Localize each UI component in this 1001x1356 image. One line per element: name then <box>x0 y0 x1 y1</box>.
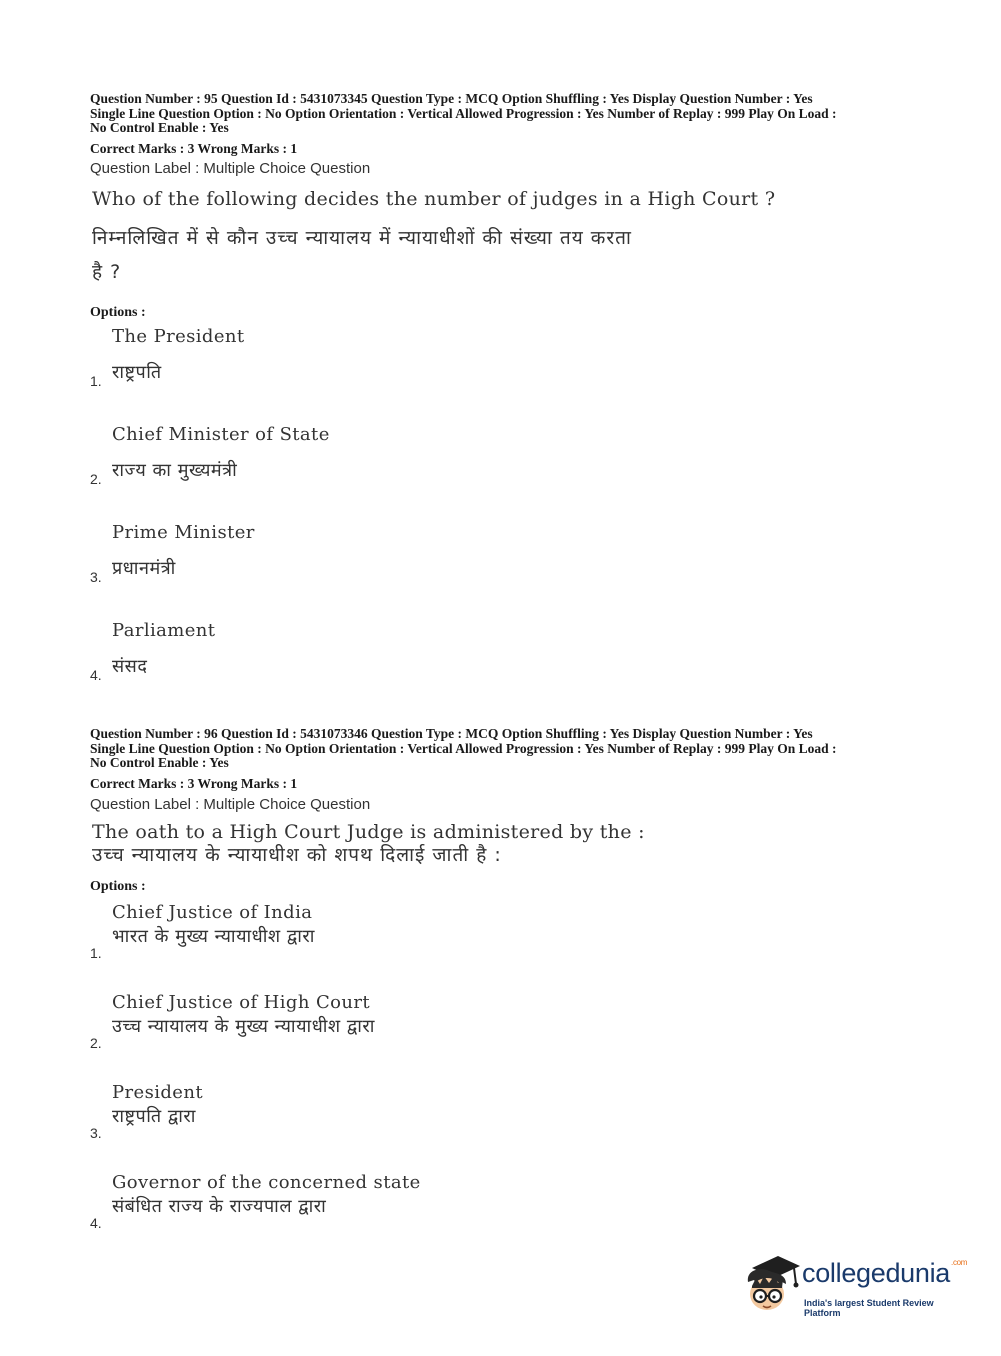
brand-tagline: India's largest Student Review Platform <box>804 1298 934 1318</box>
question-text-hindi-line: है ? <box>92 260 122 283</box>
meta-line: No Control Enable : Yes <box>90 120 229 135</box>
option-text-english: Governor of the concerned state <box>112 1171 421 1193</box>
option-text-hindi: राष्ट्रपति <box>112 361 162 383</box>
meta-line: No Control Enable : Yes <box>90 755 229 770</box>
meta-line: Question Number : 95 Question Id : 5431073345 Question Type : MCQ Option Shuffling : Yes Display Question Number : Yes <box>90 91 813 106</box>
option-text-english: Chief Justice of High Court <box>112 991 371 1013</box>
option-text-english: Chief Minister of State <box>112 423 330 445</box>
brand-name <box>802 1258 967 1289</box>
option-4[interactable] <box>90 617 920 713</box>
option-text-hindi: राष्ट्रपति द्वारा <box>112 1105 196 1127</box>
option-number: 1. <box>90 372 102 389</box>
options-heading: Options : <box>90 304 146 320</box>
option-text-english: Chief Justice of India <box>112 901 313 923</box>
brand-text: collegedunia <box>802 1258 951 1288</box>
question-meta <box>90 727 920 771</box>
option-2[interactable] <box>90 421 920 517</box>
question-marks: Correct Marks : 3 Wrong Marks : 1 <box>90 140 298 156</box>
question-block-95 <box>90 92 920 713</box>
option-text-hindi: संसद <box>112 655 148 677</box>
option-number: 1. <box>90 944 102 961</box>
option-3[interactable] <box>90 1081 920 1165</box>
question-text <box>92 187 920 289</box>
options-heading: Options : <box>90 878 146 894</box>
option-text-english: Prime Minister <box>112 521 255 543</box>
option-text-english: President <box>112 1081 203 1103</box>
brand-dotcom: .com <box>951 1258 968 1267</box>
option-number: 4. <box>90 1214 102 1231</box>
question-text-hindi <box>92 221 920 289</box>
option-text-hindi: राज्य का मुख्यमंत्री <box>112 459 238 481</box>
collegedunia-logo[interactable] <box>742 1248 972 1323</box>
meta-line: Single Line Question Option : No Option Orientation : Vertical Allowed Progression : Yes Number of Replay : 999 Play On Load : <box>90 105 837 121</box>
option-number: 2. <box>90 470 102 487</box>
question-marks: Correct Marks : 3 Wrong Marks : 1 <box>90 775 298 791</box>
option-1[interactable] <box>90 323 920 419</box>
meta-line: Question Number : 96 Question Id : 5431073346 Question Type : MCQ Option Shuffling : Yes Display Question Number : Yes <box>90 726 813 741</box>
option-2[interactable] <box>90 991 920 1075</box>
question-label: Question Label : Multiple Choice Question <box>90 795 371 813</box>
option-text-hindi: भारत के मुख्य न्यायाधीश द्वारा <box>112 925 315 947</box>
question-text-hindi-line: निम्नलिखित में से कौन उच्च न्यायालय में न्यायाधीशों की संख्या तय करता <box>92 226 632 249</box>
option-number: 3. <box>90 568 102 585</box>
option-4[interactable] <box>90 1171 920 1255</box>
option-number: 2. <box>90 1034 102 1051</box>
option-text-english: The President <box>112 325 245 347</box>
question-text-english: The oath to a High Court Judge is administered by the : <box>92 820 645 843</box>
option-text-hindi: प्रधानमंत्री <box>112 557 176 579</box>
mascot-icon <box>742 1252 800 1314</box>
option-1[interactable] <box>90 901 920 985</box>
option-text-english: Parliament <box>112 619 216 641</box>
option-3[interactable] <box>90 519 920 615</box>
option-text-hindi: संबंधित राज्य के राज्यपाल द्वारा <box>112 1195 327 1217</box>
option-text-hindi: उच्च न्यायालय के मुख्य न्यायाधीश द्वारा <box>112 1015 375 1037</box>
meta-line: Single Line Question Option : No Option Orientation : Vertical Allowed Progression : Yes Number of Replay : 999 Play On Load : <box>90 740 837 756</box>
option-number: 4. <box>90 666 102 683</box>
question-text <box>92 821 920 867</box>
question-text-hindi: उच्च न्यायालय के न्यायाधीश को शपथ दिलाई जाती है : <box>92 843 502 866</box>
question-label: Question Label : Multiple Choice Question <box>90 159 371 177</box>
option-number: 3. <box>90 1124 102 1141</box>
question-block-96 <box>90 727 920 1255</box>
question-text-english: Who of the following decides the number of judges in a High Court ? <box>92 187 776 210</box>
question-meta <box>90 92 920 136</box>
